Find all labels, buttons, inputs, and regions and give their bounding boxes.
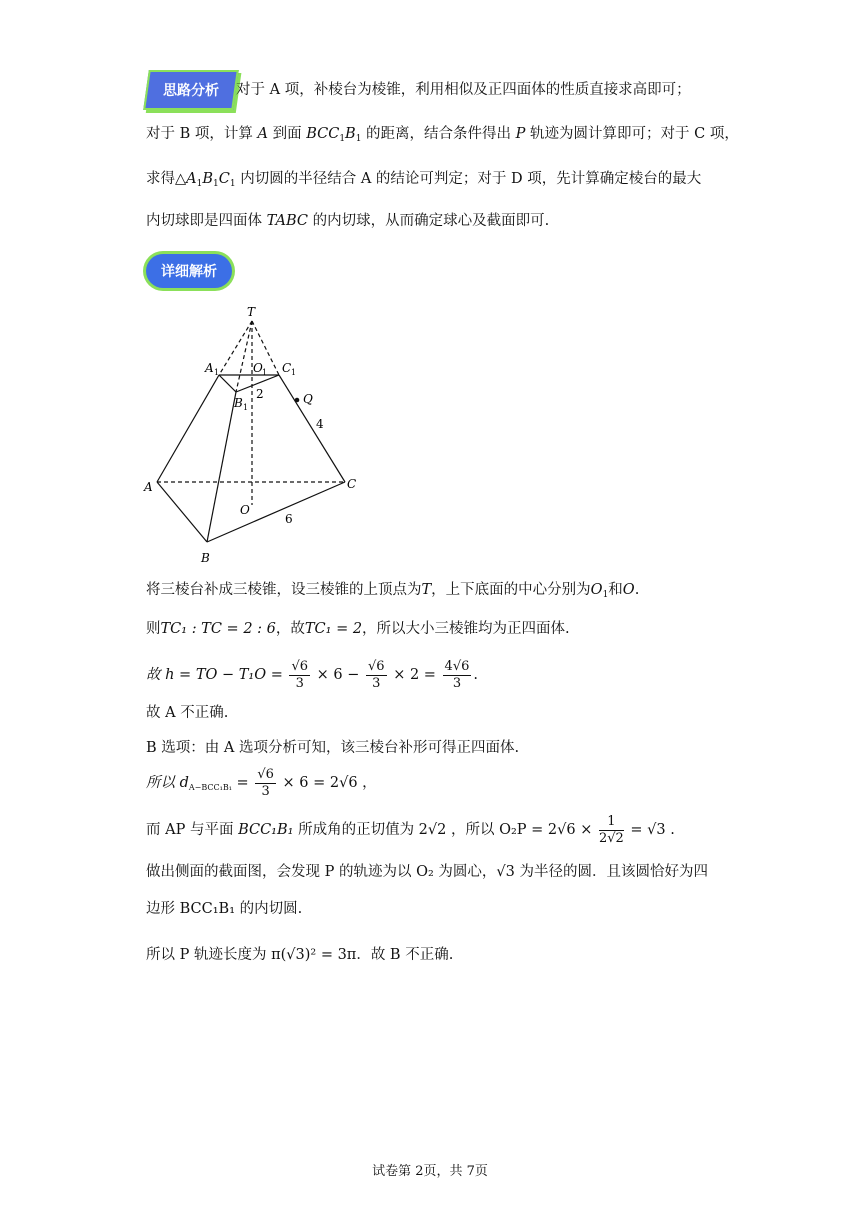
analysis-line-3: 求得$\triangle A_1B_1C_1$ 内切圆的半径结合 A 的结论可判定；对于 D 项，先计算确定棱台的最大 — [146, 171, 702, 189]
analysis-line-4: 内切球即是四面体 TABC 的内切球，从而确定球心及截面即可. — [146, 213, 550, 229]
label-C: C — [347, 477, 357, 491]
edge-B-C — [207, 482, 345, 542]
edge-T-C1 — [252, 321, 279, 375]
solution-p2: 则TC₁ : TC = 2 : 6，故TC₁ = 2，所以大小三棱锥均为正四面体. — [146, 621, 570, 637]
frac-5: $\frac{1}{2√2}$ — [598, 813, 624, 846]
detail-badge — [146, 254, 232, 288]
label-O1-sub: 1 — [262, 368, 268, 377]
detail-badge-label: 详细解析 — [161, 264, 217, 280]
edge-T-B1 — [236, 321, 252, 392]
label-T: T — [247, 305, 256, 319]
edge-B1-C1 — [236, 375, 279, 392]
edge-T-A1 — [219, 321, 252, 375]
solution-p7: 而 AP 与平面 BCC₁B₁ 所成角的正切值为 2√2 ，所以 O₂P = 2√6 × $\frac{1}{2√2}$ = √3 . — [146, 813, 675, 846]
edge-A-B — [157, 482, 207, 542]
label-B1-sub: 1 — [243, 403, 249, 412]
solution-p9: 边形 BCC₁B₁ 的内切圆. — [146, 901, 303, 917]
frac-3: $\frac{4√6}{3}$ — [444, 658, 470, 691]
frac-1: $\frac{√6}{3}$ — [291, 658, 309, 691]
edge-B1-B — [207, 392, 236, 542]
label-two: 2 — [256, 387, 264, 401]
label-B: B — [201, 551, 210, 565]
edge-A1-B1 — [219, 375, 236, 392]
solution-p3: 故 h = TO − T₁O = $\frac{√6}{3}$ × 6 − $\frac{√6}{3}$ × 2 = $\frac{4√6}{3}$ . — [146, 658, 478, 691]
frac-2: $\frac{√6}{3}$ — [368, 658, 385, 691]
label-A1-sub: 1 — [214, 368, 220, 377]
label-Q: Q — [303, 392, 313, 406]
label-six: 6 — [285, 512, 293, 526]
solution-p5: B 选项：由 A 选项分析可知，该三棱台补形可得正四面体. — [146, 740, 520, 756]
page-footer: 试卷第 2页，共 7页 — [372, 1164, 488, 1179]
solution-p10: 所以 P 轨迹长度为 π(√3)² = 3π．故 B 不正确. — [146, 947, 454, 963]
edge-C1-C — [279, 375, 345, 482]
point-Q — [295, 398, 300, 403]
analysis-badge-label: 思路分析 — [163, 83, 219, 99]
label-C1: C — [282, 361, 292, 375]
label-four: 4 — [316, 417, 324, 431]
label-A: A — [144, 480, 153, 494]
solution-p6: 所以 $d_{A-BCC_1B_1}$ = $\frac{√6}{3}$ × 6 = 2√6 ， — [146, 766, 377, 799]
label-O: O — [240, 503, 250, 517]
analysis-badge — [143, 70, 239, 110]
label-C1-sub: 1 — [291, 368, 297, 377]
label-O1: O — [253, 361, 263, 375]
solution-p8: 做出侧面的截面图，会发现 P 的轨迹为以 O₂ 为圆心，√3 为半径的圆．且该圆恰好为四 — [146, 864, 708, 880]
frac-4: $\frac{√6}{3}$ — [257, 766, 274, 799]
edge-A1-A — [157, 375, 219, 482]
label-A1: A — [205, 361, 214, 375]
label-B1: B — [234, 396, 243, 410]
solution-p1: 将三棱台补成三棱锥，设三棱锥的上顶点为T，上下底面的中心分别为$O_1$和O. — [146, 582, 640, 600]
analysis-line-1: 对于 A 项，补棱台为棱锥，利用相似及正四面体的性质直接求高即可； — [236, 82, 691, 98]
analysis-line-2: 对于 B 项，计算 A 到面 $BCC_1B_1$ 的距离，结合条件得出 P 轨迹为圆计算即可；对于 C 项， — [146, 126, 739, 144]
solution-p4: 故 A 不正确. — [146, 705, 229, 721]
